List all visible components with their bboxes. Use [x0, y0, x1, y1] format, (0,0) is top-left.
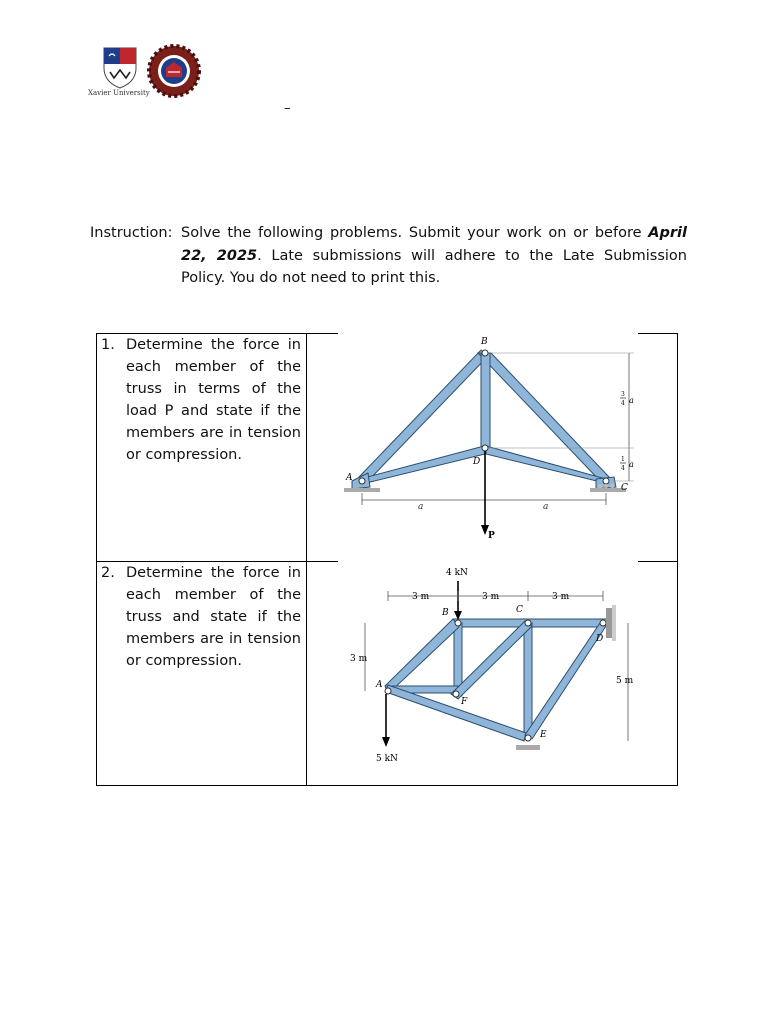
dim-5m-right: 5 m — [616, 676, 634, 686]
label-load-4kN: 4 kN — [446, 568, 468, 578]
label-E: E — [540, 730, 547, 740]
dim-3m-3: 3 m — [552, 592, 570, 602]
instruction-label: Instruction: — [90, 225, 173, 241]
label-load-5kN: 5 kN — [376, 754, 398, 764]
university-caption: Xavier University — [88, 89, 150, 97]
header-dash: – — [284, 101, 291, 116]
svg-text:4: 4 — [621, 400, 625, 407]
label-load-P: P — [488, 531, 495, 541]
label-span-right: a — [543, 502, 549, 512]
label-B: B — [481, 337, 488, 347]
dim-3m-2: 3 m — [482, 592, 500, 602]
svg-text:3: 3 — [621, 391, 625, 398]
label-B: B — [442, 608, 449, 618]
label-F: F — [461, 697, 468, 707]
college-of-engineering-seal-icon — [149, 46, 199, 96]
instruction-deadline: April 22, 2025 — [181, 225, 687, 264]
truss-figure-2 — [338, 561, 638, 780]
label-C: C — [621, 483, 628, 493]
label-D: D — [596, 634, 604, 644]
svg-text:1: 1 — [621, 456, 625, 463]
svg-text:a: a — [629, 396, 634, 405]
xavier-university-shield-icon — [104, 48, 136, 88]
problem-2-text: 2. Determine the force in each member of the truss and state if the members are in tension or compression. — [101, 565, 301, 669]
truss-figure-1 — [338, 333, 638, 552]
problem-1-text: 1. Determine the force in each member of the truss in terms of the load P and state if the members are in tension or compression. — [101, 337, 301, 463]
dim-3m-1: 3 m — [412, 592, 430, 602]
instruction-text: Solve the following problems. Submit your work on or before April 22, 2025. Late submissions will adhere to the Late Submission Policy. You do not need to print this. — [181, 225, 687, 286]
label-span-left: a — [418, 502, 424, 512]
svg-text:a: a — [629, 460, 634, 469]
label-D: D — [473, 457, 481, 467]
dim-3m-left: 3 m — [350, 654, 368, 664]
label-A: A — [376, 680, 383, 690]
label-C: C — [516, 605, 523, 615]
label-A: A — [346, 473, 353, 483]
svg-text:4: 4 — [621, 465, 625, 472]
